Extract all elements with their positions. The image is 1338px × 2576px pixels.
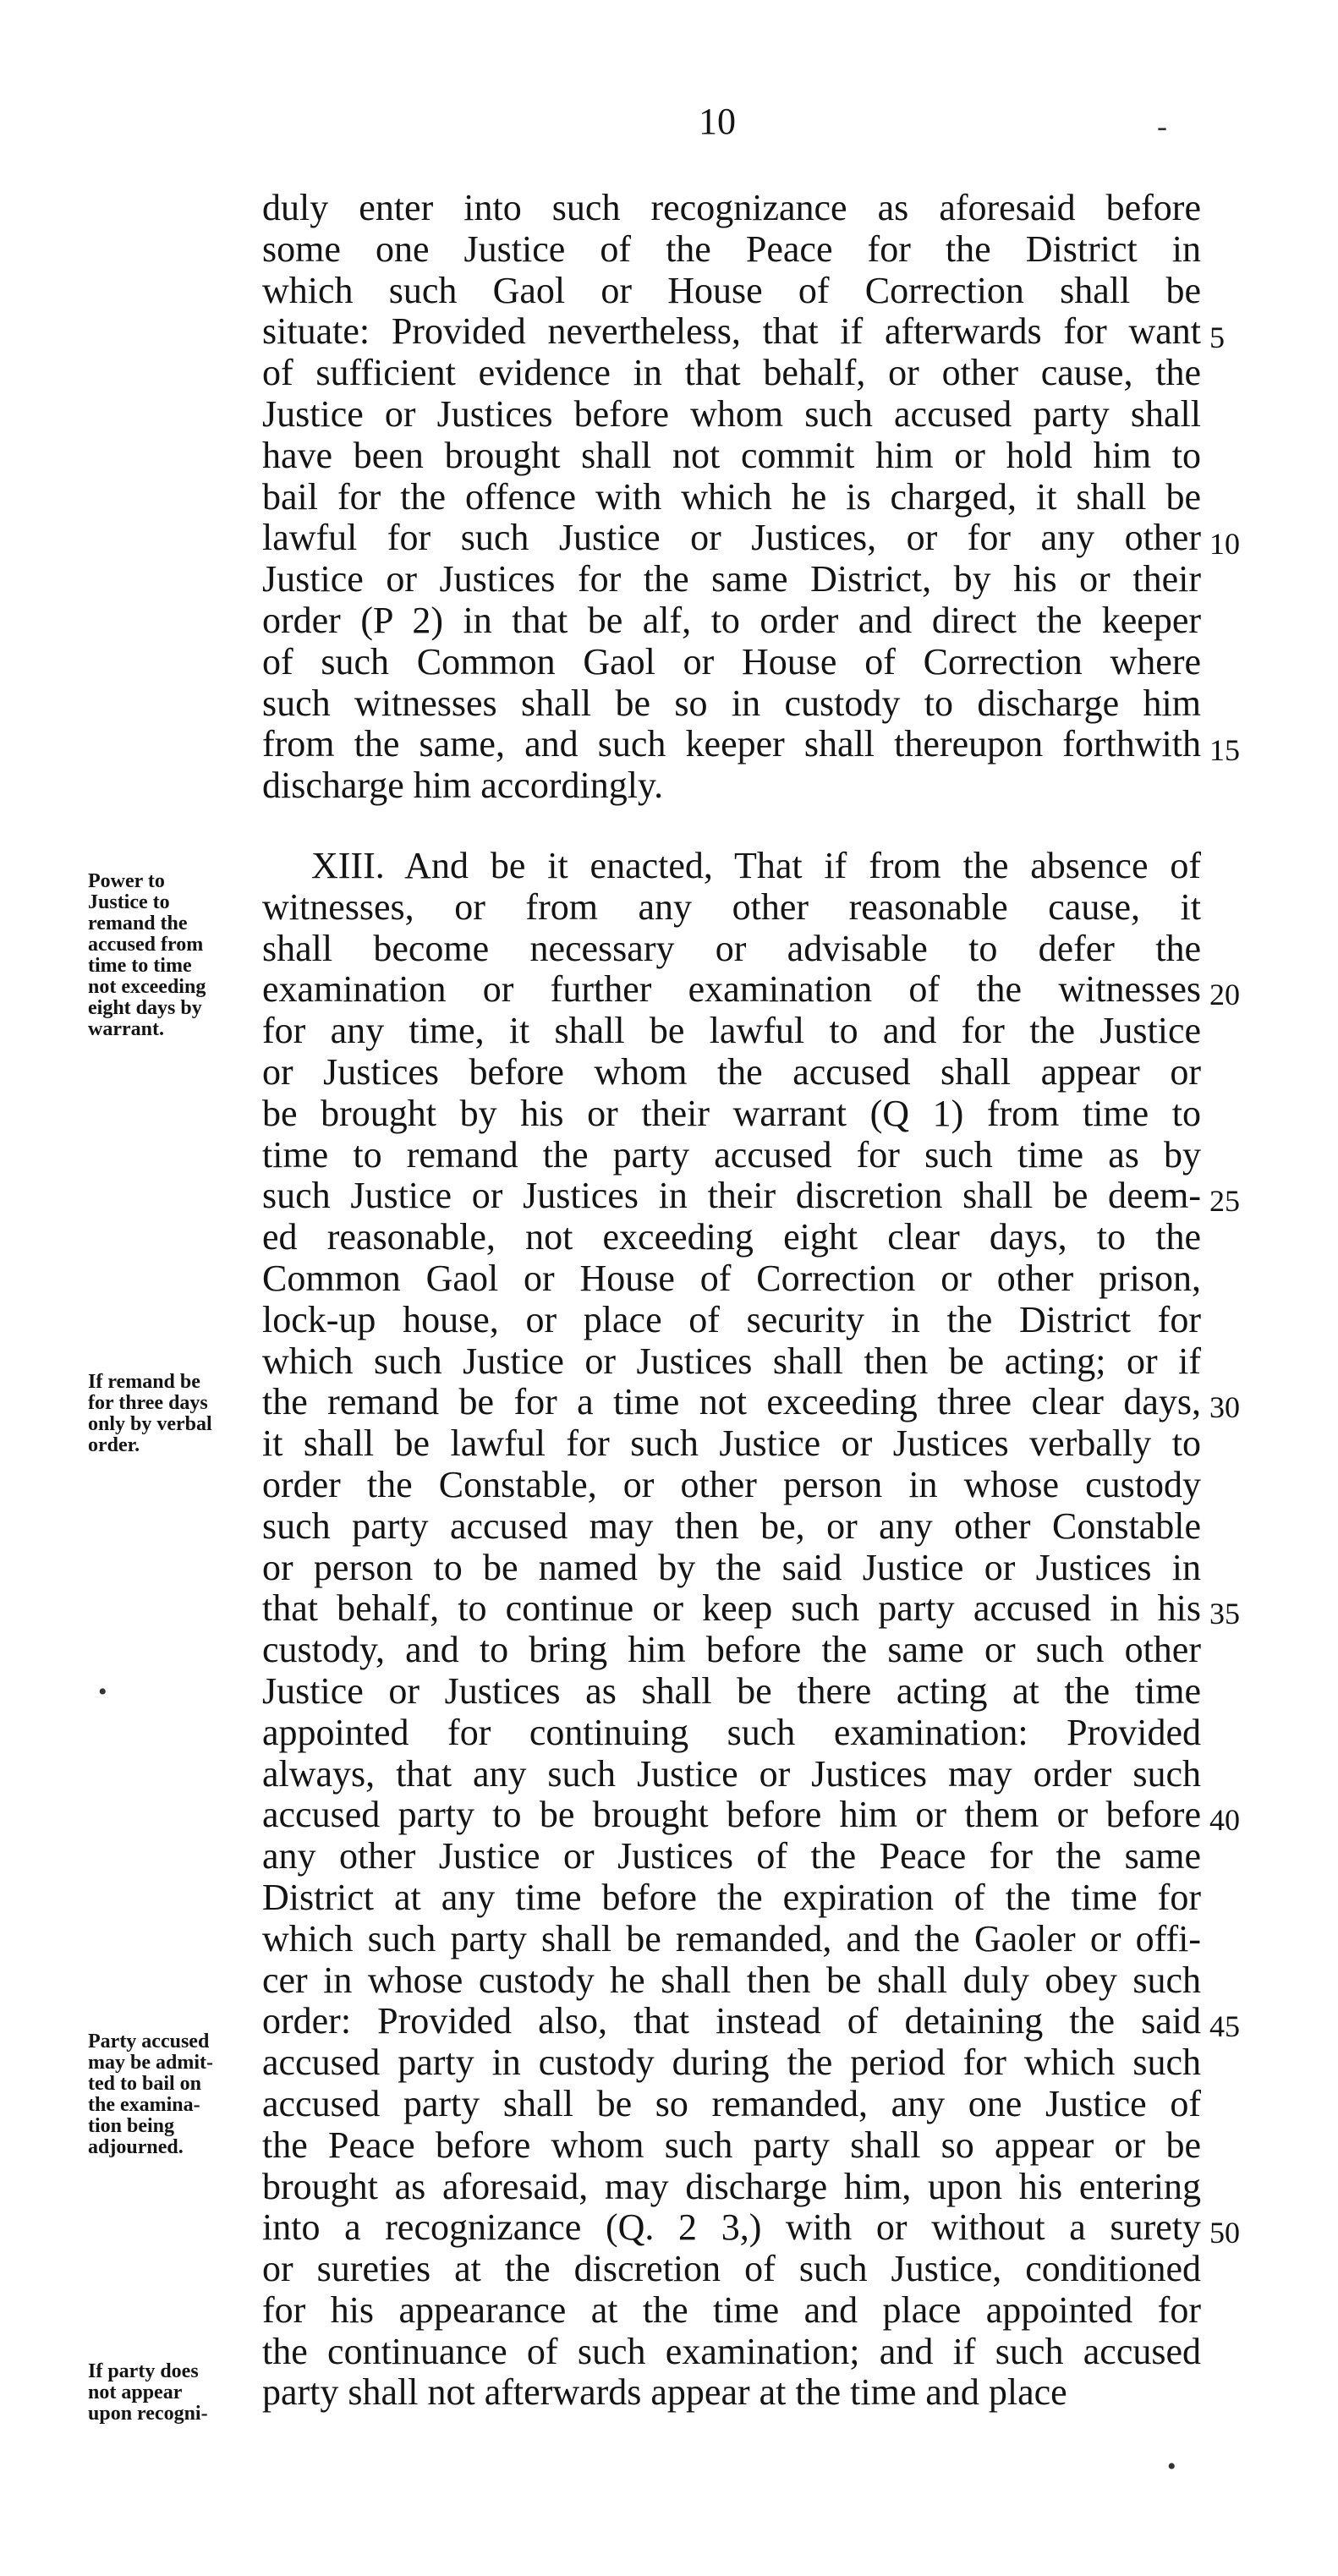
text-line: such Justice or Justices in their discretion shall be deem- xyxy=(262,1175,1201,1217)
text-line: or sureties at the discretion of such Justice, conditioned xyxy=(262,2248,1201,2290)
margin-note-line: upon recogni- xyxy=(88,2403,208,2425)
text-line: shall become necessary or advisable to defer the xyxy=(262,927,1201,969)
text-line: appointed for continuing such examination: Provided xyxy=(262,1711,1201,1753)
margin-note-line: order. xyxy=(88,1434,140,1456)
line-number: 5 xyxy=(1209,321,1225,354)
text-line: of such Common Gaol or House of Correction where xyxy=(262,640,1201,682)
paragraph-1 xyxy=(262,188,1201,807)
margin-note-line: time to time xyxy=(88,955,192,977)
text-line: for any time, it shall be lawful to and for the Justice xyxy=(262,1010,1201,1052)
line-number: 30 xyxy=(1209,1390,1240,1424)
text-line: situate: Provided nevertheless, that if afterwards for want xyxy=(262,310,1201,353)
text-line: order the Constable, or other person in whose custody xyxy=(262,1463,1201,1505)
line-number: 10 xyxy=(1209,527,1240,561)
line-number: 20 xyxy=(1209,978,1240,1011)
text-line: order (P 2) in that be alf, to order and direct the keeper xyxy=(262,599,1201,641)
text-line: brought as aforesaid, may discharge him, upon his entering xyxy=(262,2165,1201,2207)
margin-note-line: If remand be xyxy=(88,1371,200,1393)
text-line: bail for the offence with which he is charged, it shall be xyxy=(262,475,1201,518)
text-line: such witnesses shall be so in custody to discharge him xyxy=(262,682,1201,724)
text-line: discharge him accordingly. xyxy=(262,765,664,807)
text-line: District at any time before the expiration of the time for xyxy=(262,1876,1201,1918)
text-line: the Peace before whom such party shall so appear or be xyxy=(262,2124,1201,2166)
margin-note-non-appearance xyxy=(88,2361,257,2425)
margin-note-line: not appear xyxy=(88,2381,183,2403)
margin-note-bail xyxy=(88,2031,257,2158)
margin-note-line: Power to xyxy=(88,870,165,892)
margin-note-line: may be admit- xyxy=(88,2052,213,2074)
page-number: 10 xyxy=(699,101,736,142)
margin-note-line: adjourned. xyxy=(88,2136,184,2158)
text-line: the remand be for a time not exceeding three clear days, xyxy=(262,1381,1201,1423)
margin-note-line: Party accused xyxy=(88,2031,210,2053)
margin-note-line: accused from xyxy=(88,934,204,956)
margin-note-remand-warrant xyxy=(88,871,257,1040)
text-line: which such party shall be remanded, and the Gaoler or offi- xyxy=(262,1917,1201,1959)
paragraph-2 xyxy=(262,846,1201,2414)
text-line: that behalf, to continue or keep such party accused in his xyxy=(262,1587,1201,1630)
text-line: lock-up house, or place of security in the District for xyxy=(262,1298,1201,1340)
line-number: 45 xyxy=(1209,2009,1240,2043)
margin-note-line: warrant. xyxy=(88,1018,164,1040)
text-line: duly enter into such recognizance as aforesaid before xyxy=(262,187,1201,228)
text-line: lawful for such Justice or Justices, or for any other xyxy=(262,517,1201,559)
text-line: which such Justice or Justices shall then be acting; or if xyxy=(262,1340,1201,1382)
text-line: any other Justice or Justices of the Peace for the same xyxy=(262,1835,1201,1877)
text-line: Justice or Justices for the same District, by his or their xyxy=(262,558,1201,600)
line-number: 40 xyxy=(1209,1803,1240,1837)
margin-note-line: tion being xyxy=(88,2115,175,2137)
text-line: which such Gaol or House of Correction shall be xyxy=(262,269,1201,311)
margin-note-line: not exceeding xyxy=(88,976,206,998)
line-number: 35 xyxy=(1209,1597,1240,1631)
text-line: for his appearance at the time and place appointed for xyxy=(262,2288,1201,2331)
text-line: always, that any such Justice or Justices may order such xyxy=(262,1752,1201,1795)
text-line: accused party in custody during the period for which such xyxy=(262,2042,1201,2084)
margin-note-line: remand the xyxy=(88,913,188,934)
text-line: or person to be named by the said Justice or Justices in xyxy=(262,1546,1201,1588)
line-number: 50 xyxy=(1209,2216,1240,2250)
margin-note-line: eight days by xyxy=(88,997,202,1019)
text-line: from the same, and such keeper shall thereupon forthwith xyxy=(262,723,1201,765)
text-line: Justice or Justices before whom such accused party shall xyxy=(262,392,1201,435)
ink-speck-mark: • xyxy=(1167,2453,1176,2480)
text-line: examination or further examination of the witnesses xyxy=(262,968,1201,1011)
text-line: accused party to be brought before him or them or before xyxy=(262,1794,1201,1836)
text-line: Justice or Justices as shall be there acting at the time xyxy=(262,1669,1201,1712)
text-line: ed reasonable, not exceeding eight clear days, to the xyxy=(262,1216,1201,1258)
text-line: cer in whose custody he shall then be shall duly obey such xyxy=(262,1959,1201,2001)
text-line: custody, and to bring him before the same or such other xyxy=(262,1629,1201,1671)
text-line: witnesses, or from any other reasonable cause, it xyxy=(262,885,1201,928)
margin-note-line: only by verbal xyxy=(88,1413,212,1435)
text-line: order: Provided also, that instead of detaining the said xyxy=(262,2000,1201,2042)
margin-note-line: If party does xyxy=(88,2360,199,2382)
text-line: of sufficient evidence in that behalf, or other cause, the xyxy=(262,352,1201,394)
text-line: accused party shall be so remanded, any one Justice of xyxy=(262,2082,1201,2124)
text-line: have been brought shall not commit him or hold him to xyxy=(262,434,1201,476)
margin-note-line: Justice to xyxy=(88,891,170,913)
ink-speck-mark: - xyxy=(1157,109,1167,143)
text-line: or Justices before whom the accused shall appear or xyxy=(262,1050,1201,1093)
text-line: be brought by his or their warrant (Q 1) from time to xyxy=(262,1092,1201,1134)
text-line: Common Gaol or House of Correction or other prison, xyxy=(262,1257,1201,1299)
text-line: it shall be lawful for such Justice or Justices verbally to xyxy=(262,1422,1201,1465)
text-line: party shall not afterwards appear at the time and place xyxy=(262,2371,1067,2414)
margin-note-verbal-order xyxy=(88,1372,257,1456)
line-number: 15 xyxy=(1209,733,1240,767)
text-line: the continuance of such examination; and if such accused xyxy=(262,2330,1201,2372)
text-line: such party accused may then be, or any other Constable xyxy=(262,1504,1201,1547)
ink-speck-mark: • xyxy=(98,1678,107,1706)
margin-note-line: ted to bail on xyxy=(88,2073,202,2095)
text-line: time to remand the party accused for such time as by xyxy=(262,1133,1201,1176)
text-line: into a recognizance (Q. 2 3,) with or without a surety xyxy=(262,2206,1201,2249)
margin-note-line: the examina- xyxy=(88,2094,200,2116)
text-line: some one Justice of the Peace for the District in xyxy=(262,227,1201,270)
margin-note-line: for three days xyxy=(88,1392,208,1414)
line-number: 25 xyxy=(1209,1184,1240,1218)
section-heading-line: XIII. And be it enacted, That if from the absence of xyxy=(311,845,1201,886)
